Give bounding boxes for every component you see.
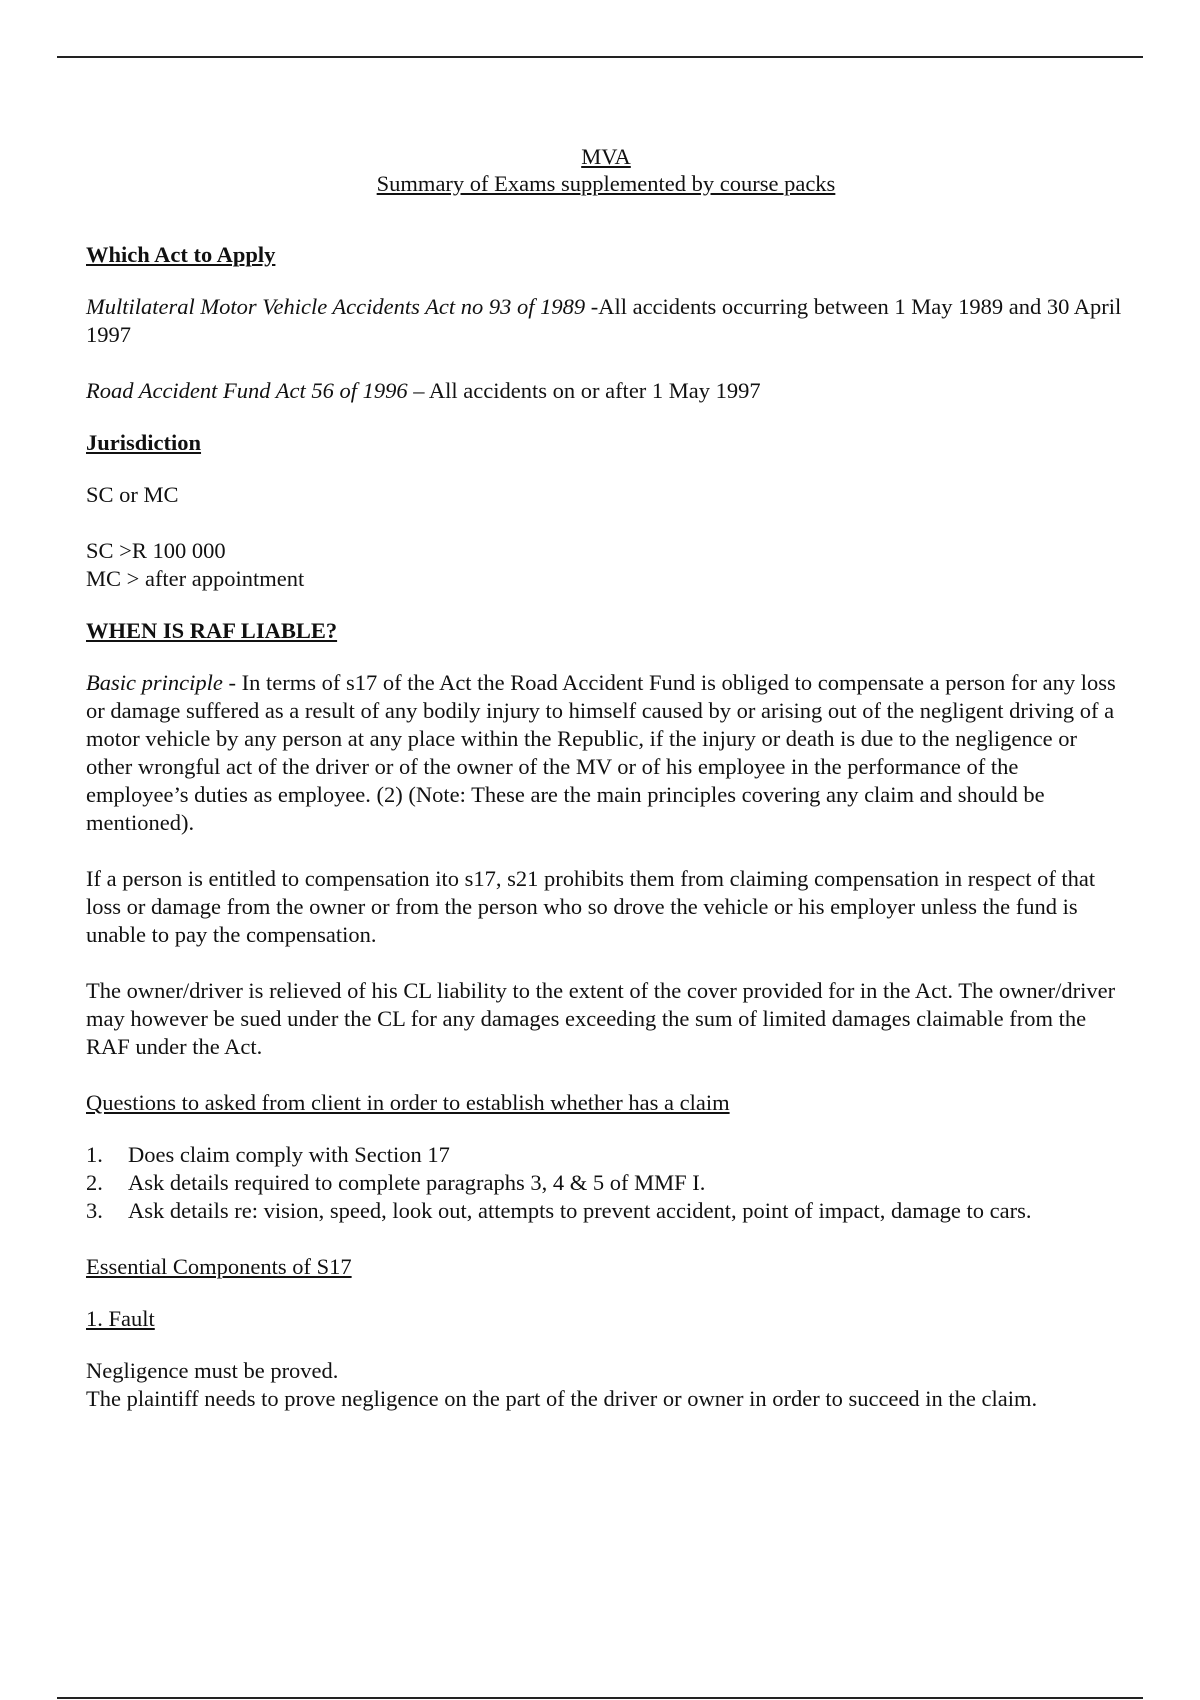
jurisdiction-lines	[86, 537, 1126, 593]
basic-principle-text: - In terms of s17 of the Act the Road Accident Fund is obliged to compensate a person for any loss or damage suffered as a result of any bodily injury to himself caused by or arising out of the negligent driving of a motor vehicle by any person at any place within the Republic, if the injury or death is due to the negligence or other wrongful act of the driver or of the owner of the MV or of his employee in the performance of the employee’s duties as employee. (2) (Note: These are the main principles covering any claim and should be mentioned).	[86, 670, 1116, 835]
paragraph-act-1989	[86, 293, 1126, 349]
document-subtitle: Summary of Exams supplemented by course packs	[376, 171, 836, 196]
jurisdiction-line-1: SC or MC	[86, 482, 179, 507]
bottom-rule	[57, 1697, 1143, 1699]
heading-jurisdiction: Jurisdiction	[86, 430, 202, 455]
heading-raf-liable: WHEN IS RAF LIABLE?	[86, 618, 338, 643]
heading-essential-components: Essential Components of S17	[86, 1254, 352, 1279]
questions-list	[86, 1141, 1126, 1225]
act-1996-name: Road Accident Fund Act 56 of 1996	[86, 378, 408, 403]
top-rule	[57, 56, 1143, 58]
act-1996-text: – All accidents on or after 1 May 1997	[407, 378, 761, 403]
paragraph-s21: If a person is entitled to compensation ito s17, s21 prohibits them from claiming compensation in respect of that loss or damage from the owner or from the person who so drove the vehicle or his employer unless the fund is unable to pay the compensation.	[86, 866, 1096, 947]
list-item-number: 3.	[86, 1198, 103, 1223]
heading-fault: 1. Fault	[86, 1306, 155, 1331]
act-1989-text: -All accidents occurring between 1 May 1989 and 30 April 1997	[86, 294, 1122, 347]
basic-principle-label: Basic principle	[86, 670, 223, 695]
negligence-line-1: Negligence must be proved.	[86, 1358, 339, 1383]
paragraph-negligence	[86, 1357, 1126, 1413]
title-block	[86, 143, 1126, 197]
list-item	[86, 1169, 1126, 1197]
document-body	[86, 143, 1126, 1441]
list-item-text: Ask details required to complete paragraphs 3, 4 & 5 of MMF I.	[128, 1170, 706, 1195]
paragraph-basic-principle	[86, 669, 1126, 837]
document-title: MVA	[581, 144, 631, 169]
list-item-text: Does claim comply with Section 17	[128, 1142, 450, 1167]
jurisdiction-line-3: MC > after appointment	[86, 566, 305, 591]
paragraph-owner-driver: The owner/driver is relieved of his CL liability to the extent of the cover provided for in the Act. The owner/driver may however be sued under the CL for any damages exceeding the sum of limited damages claimable from the RAF under the Act.	[86, 978, 1116, 1059]
heading-questions: Questions to asked from client in order to establish whether has a claim	[86, 1090, 730, 1115]
act-1989-name: Multilateral Motor Vehicle Accidents Act no 93 of 1989	[86, 294, 586, 319]
jurisdiction-line-2: SC >R 100 000	[86, 538, 226, 563]
list-item-text: Ask details re: vision, speed, look out, attempts to prevent accident, point of impact, damage to cars.	[128, 1198, 1032, 1223]
list-item	[86, 1141, 1126, 1169]
list-item-number: 1.	[86, 1142, 103, 1167]
heading-which-act: Which Act to Apply	[86, 242, 276, 267]
paragraph-act-1996	[86, 377, 1126, 405]
list-item-number: 2.	[86, 1170, 103, 1195]
list-item	[86, 1197, 1126, 1225]
negligence-line-2: The plaintiff needs to prove negligence on the part of the driver or owner in order to succeed in the claim.	[86, 1386, 1038, 1411]
